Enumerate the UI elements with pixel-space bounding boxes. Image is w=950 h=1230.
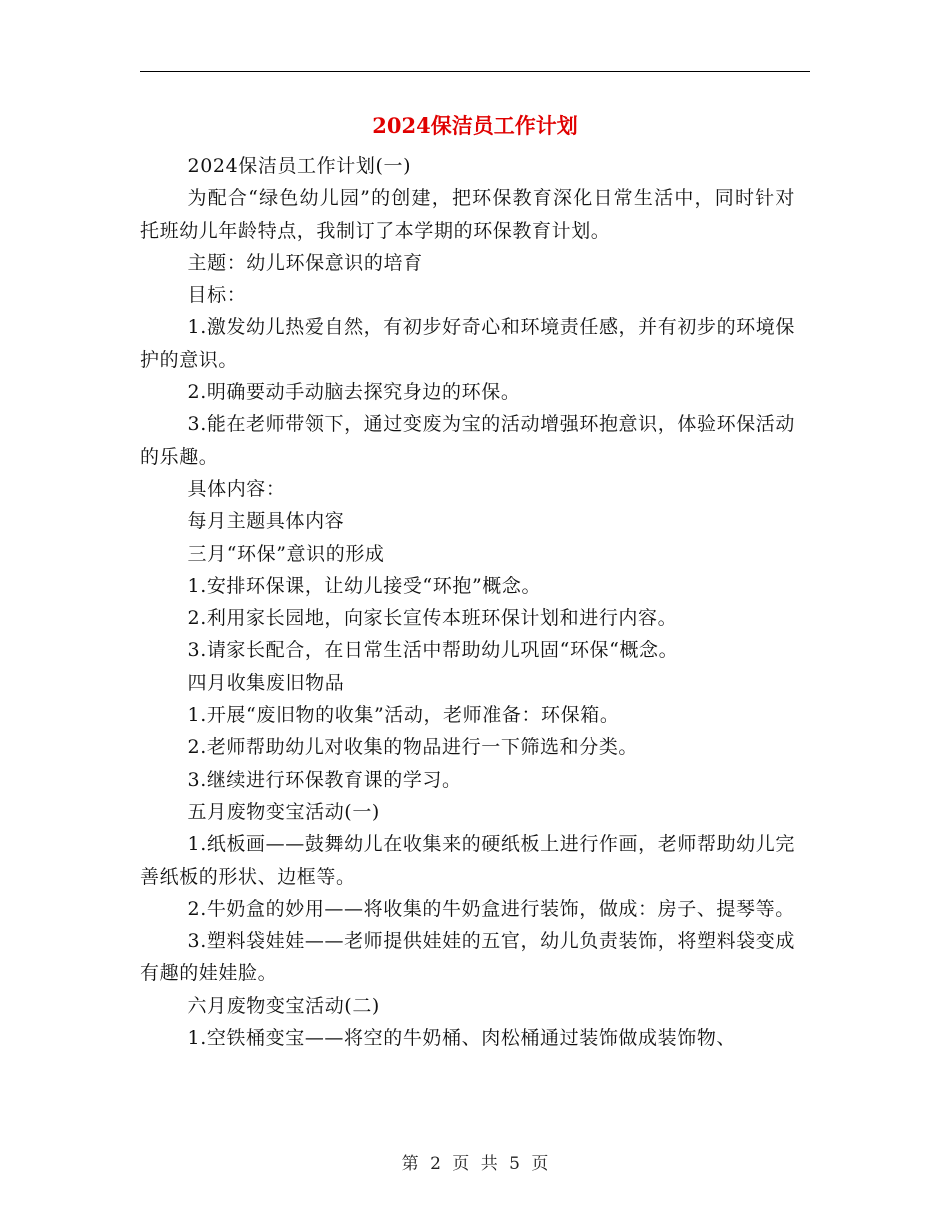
document-title: 2024保洁员工作计划 bbox=[372, 113, 578, 138]
paragraph: 主题：幼儿环保意识的培育 bbox=[187, 251, 423, 274]
paragraph: 四月收集废旧物品 bbox=[187, 671, 345, 694]
paragraph: 1.开展“废旧物的收集”活动，老师准备：环保箱。 bbox=[187, 704, 620, 727]
paragraph: 1.空铁桶变宝——将空的牛奶桶、肉松桶通过装饰做成装饰物、 bbox=[187, 1027, 737, 1050]
paragraph: 3.塑料袋娃娃——老师提供娃娃的五官，幼儿负责装饰，将塑料袋变成有趣的娃娃脸。 bbox=[140, 930, 795, 985]
paragraph: 2.明确要动手动脑去探究身边的环保。 bbox=[187, 381, 521, 404]
paragraph: 五月废物变宝活动(一) bbox=[187, 800, 380, 823]
paragraph: 3.继续进行环保教育课的学习。 bbox=[187, 768, 462, 791]
paragraph: 2024保洁员工作计划(一) bbox=[187, 155, 412, 177]
paragraph: 每月主题具体内容 bbox=[187, 510, 345, 533]
paragraph: 目标： bbox=[187, 284, 247, 307]
paragraph: 1.安排环保课，让幼儿接受“环抱”概念。 bbox=[187, 574, 542, 597]
paragraph: 为配合“绿色幼儿园”的创建，把环保教育深化日常生活中，同时针对托班幼儿年龄特点，我制订了本学期的环保教育计划。 bbox=[140, 187, 795, 242]
paragraph: 1.纸板画——鼓舞幼儿在收集来的硬纸板上进行作画，老师帮助幼儿完善纸板的形状、边框等。 bbox=[140, 833, 795, 888]
paragraph: 3.请家长配合，在日常生活中帮助幼儿巩固“环保“概念。 bbox=[187, 639, 679, 662]
paragraph: 六月废物变宝活动(二) bbox=[187, 994, 380, 1017]
paragraph: 2.老师帮助幼儿对收集的物品进行一下筛选和分类。 bbox=[187, 736, 639, 759]
paragraph: 2.利用家长园地，向家长宣传本班环保计划和进行内容。 bbox=[187, 607, 678, 630]
paragraph: 3.能在老师带领下，通过变废为宝的活动增强环抱意识，体验环保活动的乐趣。 bbox=[140, 413, 795, 468]
header-rule bbox=[140, 71, 810, 72]
paragraph: 1.激发幼儿热爱自然，有初步好奇心和环境责任感，并有初步的环境保护的意识。 bbox=[140, 316, 795, 371]
page-footer: 第 2 页 共 5 页 bbox=[401, 1154, 549, 1174]
paragraph: 2.牛奶盒的妙用——将收集的牛奶盒进行装饰，做成：房子、提琴等。 bbox=[187, 897, 795, 920]
paragraph: 三月“环保”意识的形成 bbox=[187, 542, 385, 565]
paragraph: 具体内容： bbox=[187, 477, 286, 500]
document-body bbox=[140, 150, 795, 1054]
